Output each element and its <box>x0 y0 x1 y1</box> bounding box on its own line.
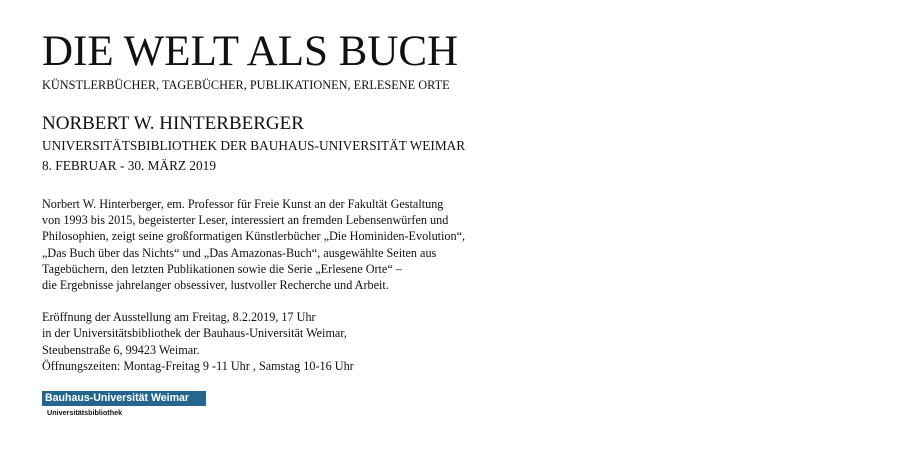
opening-line: Eröffnung der Ausstellung am Freitag, 8.2.2019, 17 Uhr <box>42 310 316 325</box>
opening-line: Steubenstraße 6, 99423 Weimar. <box>42 342 200 357</box>
page-title: DIE WELT ALS BUCH <box>42 28 459 75</box>
description-paragraph <box>42 196 562 293</box>
university-logo <box>42 391 206 417</box>
venue-name: UNIVERSITÄTSBIBLIOTHEK DER BAUHAUS-UNIVERSITÄT WEIMAR <box>42 138 466 153</box>
description-line: von 1993 bis 2015, begeisterter Leser, interessiert an fremden Lebensenwürfen und <box>42 213 449 228</box>
exhibition-dates: 8. FEBRUAR - 30. MÄRZ 2019 <box>42 158 216 173</box>
description-line: die Ergebnisse jahrelanger obsessiver, lustvoller Recherche und Arbeit. <box>42 278 389 293</box>
description-line: „Das Buch über das Nichts“ und „Das Amazonas-Buch“, ausgewählte Seiten aus <box>42 245 437 260</box>
opening-info <box>42 309 562 374</box>
opening-hours: Öffnungszeiten: Montag-Freitag 9 -11 Uhr , Samstag 10-16 Uhr <box>42 358 354 373</box>
opening-line: in der Universitätsbibliothek der Bauhaus-Universität Weimar, <box>42 326 347 341</box>
logo-wordmark: Bauhaus-Universität Weimar <box>42 391 206 406</box>
description-line: Tagebüchern, den letzten Publikationen sowie die Serie „Erlesene Orte“ – <box>42 261 402 276</box>
page-subtitle: KÜNSTLERBÜCHER, TAGEBÜCHER, PUBLIKATIONEN, ERLESENE ORTE <box>42 78 450 92</box>
artist-name: NORBERT W. HINTERBERGER <box>42 113 304 134</box>
description-line: Philosophien, zeigt seine großformatigen Künstlerbücher „Die Hominiden-Evolution“, <box>42 229 466 244</box>
exhibition-announcement <box>42 28 562 374</box>
description-line: Norbert W. Hinterberger, em. Professor für Freie Kunst an der Fakultät Gestaltung <box>42 197 444 211</box>
logo-subtitle: Universitätsbibliothek <box>47 408 123 417</box>
